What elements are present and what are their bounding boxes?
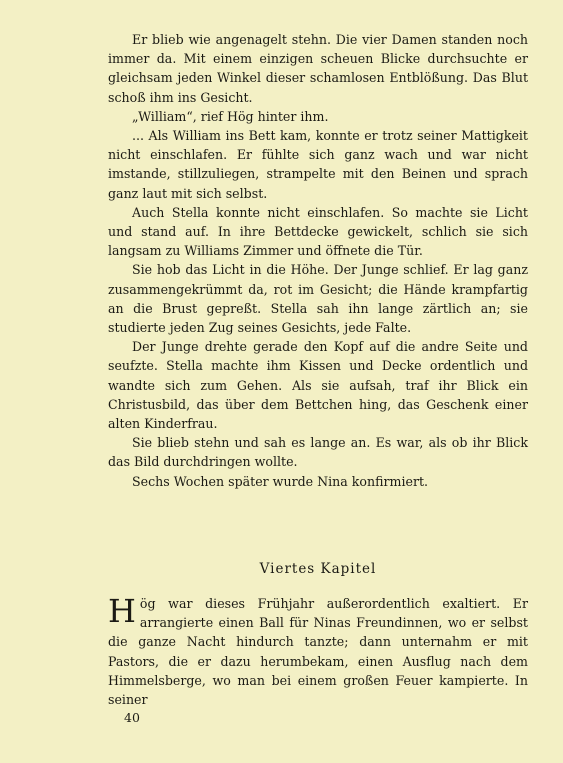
dropcap-letter: H: [108, 592, 136, 630]
chapter-opening-paragraph: [108, 594, 528, 709]
paragraph-3: ... Als William ins Bett kam, konnte er trotz seiner Mattigkeit nicht einschlafen. Er fühlte sich ganz wach und war nicht imstande, stillzuliegen, strampelte mit den Beinen und sprach ganz laut mit sich selbst.: [108, 128, 528, 201]
paragraph-4: Auch Stella konnte nicht einschlafen. So machte sie Licht und stand auf. In ihre Bettdecke gewickelt, schlich sie sich langsam zu Williams Zimmer und öffnete die Tür.: [108, 204, 528, 259]
paragraph-2: „William“, rief Hög hinter ihm.: [132, 108, 329, 124]
paragraph-1: Er blieb wie angenagelt stehn. Die vier Damen standen noch immer da. Mit einem einzigen scheuen Blicke durchsuchte er gleichsam jeden Winkel dieser schamlosen Entblößung. Das Blut schoß ihm ins Gesicht.: [108, 32, 528, 105]
page-number: 40: [124, 710, 140, 725]
chapter-heading: Viertes Kapitel: [259, 561, 377, 577]
chapter-text: ög war dieses Frühjahr außerordentlich exaltiert. Er arrangierte einen Ball für Ninas Freundinnen, wo er selbst die ganze Nacht hindurch tanzte; dann unternahm er mit Pastors, die er dazu herumbekam, einen Ausflug nach dem Himmelsberge, wo man bei einem großen Feuer kampierte. In seiner: [108, 596, 528, 708]
paragraph-8: Sechs Wochen später wurde Nina konfirmiert.: [132, 473, 429, 489]
paragraph-6: Der Junge drehte gerade den Kopf auf die andre Seite und seufzte. Stella machte ihm Kissen und Decke ordentlich und wandte sich zum Gehen. Als sie aufsah, traf ihr Blick ein Christusbild, das über dem Bettchen hing, das Geschenk einer alten Kinderfrau.: [108, 339, 528, 432]
main-text-block: [108, 30, 528, 491]
paragraph-5: Sie hob das Licht in die Höhe. Der Junge schlief. Er lag ganz zusammengekrümmt da, rot im Gesicht; die Hände krampfartig an die Brust gepreßt. Stella sah ihn lange zärtlich an; sie studierte jeden Zug seines Gesichts, jede Falte.: [108, 262, 528, 336]
paragraph-7: Sie blieb stehn und sah es lange an. Es war, als ob ihr Blick das Bild durchdringen wollte.: [108, 435, 528, 470]
